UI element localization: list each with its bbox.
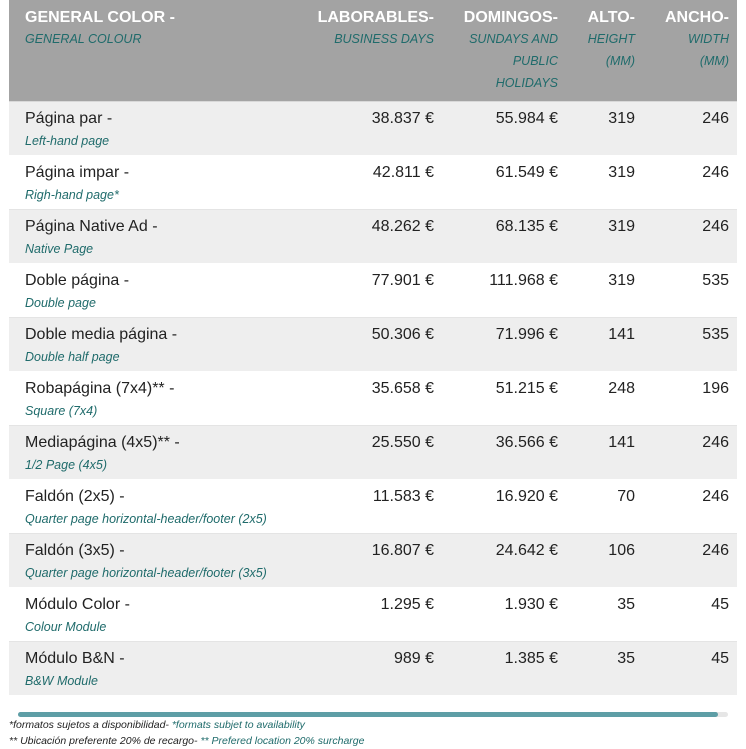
format-name [25,380,355,419]
format-name-en: Left-hand page [25,134,110,148]
sundays-price: 36.566 € [495,434,558,451]
format-name-es: Módulo Color - [25,596,130,613]
business-days-price: 50.306 € [371,326,434,343]
sundays-price: 61.549 € [495,164,558,181]
format-name-es: Módulo B&N - [25,650,125,667]
header-es-label: DOMINGOS- [463,9,558,26]
table-row [9,102,737,156]
business-days-price: 35.658 € [371,380,434,397]
width-value: 246 [702,542,729,559]
header-es-label: ALTO- [587,9,635,26]
footnotes [9,717,739,749]
height-value: 70 [617,488,635,505]
header-en-label: BUSINESS DAYS [334,32,434,46]
table-row [9,372,737,426]
format-name [25,272,355,311]
height-value: 248 [608,380,635,397]
header-en-label: (MM) [699,54,729,68]
sundays-price: 71.996 € [495,326,558,343]
width-value: 246 [702,218,729,235]
format-name-en: Quarter page horizontal-header/footer (2x5) [25,512,267,526]
format-name-en: Double half page [25,350,120,364]
business-days-price: 77.901 € [371,272,434,289]
width-value: 535 [702,272,729,289]
header-en-label: WIDTH [688,32,729,46]
footnote-es: *formatos sujetos a disponibilidad- [9,719,172,731]
header-es-label: LABORABLES- [317,9,434,26]
height-value: 319 [608,110,635,127]
height-value: 319 [608,218,635,235]
header-width [649,8,729,72]
format-name [25,218,355,257]
table-row [9,426,737,480]
sundays-price: 51.215 € [495,380,558,397]
table-row [9,588,737,642]
header-sundays [438,8,558,94]
format-name-es: Página par - [25,110,113,127]
format-name [25,488,355,527]
format-name-es: Robapágina (7x4)** - [25,380,175,397]
format-name-es: Doble página - [25,272,130,289]
sundays-price: 16.920 € [495,488,558,505]
business-days-price: 38.837 € [371,110,434,127]
format-name-es: Página Native Ad - [25,218,158,235]
footnote [9,717,739,733]
width-value: 196 [702,380,729,397]
footnote-en: ** Prefered location 20% surcharge [200,735,365,747]
width-value: 45 [711,650,729,667]
format-name [25,596,355,635]
format-name-en: Righ-hand page* [25,188,119,202]
height-value: 319 [608,164,635,181]
business-days-price: 42.811 € [372,164,434,181]
table-row [9,264,737,318]
format-name-es: Doble media página - [25,326,178,343]
format-name-en: B&W Module [25,674,98,688]
height-value: 35 [617,650,635,667]
format-name-en: Square (7x4) [25,404,98,418]
format-name [25,164,355,203]
format-name-es: Mediapágina (4x5)** - [25,434,180,451]
footnote-en: *formats subjet to availability [171,719,305,731]
sundays-price: 111.968 € [489,272,558,289]
format-name-en: 1/2 Page (4x5) [25,458,107,472]
header-en-label: SUNDAYS AND [469,32,558,46]
header-en-label: PUBLIC [512,54,558,68]
business-days-price: 16.807 € [371,542,434,559]
table-header [9,0,737,102]
header-business-days [284,8,434,50]
business-days-price: 989 € [393,650,434,667]
format-name [25,650,355,689]
sundays-price: 24.642 € [495,542,558,559]
header-en-label: (MM) [605,54,635,68]
table-row [9,156,737,210]
header-es-label: ANCHO- [665,9,729,26]
header-general-color [25,8,285,50]
business-days-price: 1.295 € [380,596,434,613]
width-value: 535 [702,326,729,343]
height-value: 319 [608,272,635,289]
width-value: 246 [702,110,729,127]
height-value: 106 [608,542,635,559]
height-value: 141 [608,434,635,451]
format-name-es: Página impar - [25,164,130,181]
header-height [565,8,635,72]
header-es-label: GENERAL COLOR - [25,9,175,26]
width-value: 246 [702,164,729,181]
table-row [9,642,737,696]
header-en-label: GENERAL COLOUR [25,32,142,46]
business-days-price: 25.550 € [371,434,434,451]
table-row [9,534,737,588]
format-name-es: Faldón (3x5) - [25,542,125,559]
format-name [25,110,355,149]
sundays-price: 1.385 € [504,650,558,667]
sundays-price: 68.135 € [495,218,558,235]
format-name-es: Faldón (2x5) - [25,488,125,505]
width-value: 246 [702,488,729,505]
height-value: 141 [608,326,635,343]
business-days-price: 11.583 € [372,488,434,505]
width-value: 246 [702,434,729,451]
header-en-label: HEIGHT [587,32,635,46]
business-days-price: 48.262 € [371,218,434,235]
format-name-en: Colour Module [25,620,107,634]
sundays-price: 1.930 € [504,596,558,613]
width-value: 45 [711,596,729,613]
header-en-label: HOLIDAYS [495,76,558,90]
format-name [25,542,355,581]
height-value: 35 [617,596,635,613]
format-name-en: Quarter page horizontal-header/footer (3x5) [25,566,267,580]
table-body [9,102,737,696]
format-name-en: Native Page [25,242,94,256]
format-name-en: Double page [25,296,96,310]
footnote-es: ** Ubicación preferente 20% de recargo- [9,735,201,747]
table-row [9,210,737,264]
format-name [25,326,355,365]
table-row [9,318,737,372]
rates-table [9,0,737,696]
format-name [25,434,355,473]
table-row [9,480,737,534]
sundays-price: 55.984 € [495,110,558,127]
